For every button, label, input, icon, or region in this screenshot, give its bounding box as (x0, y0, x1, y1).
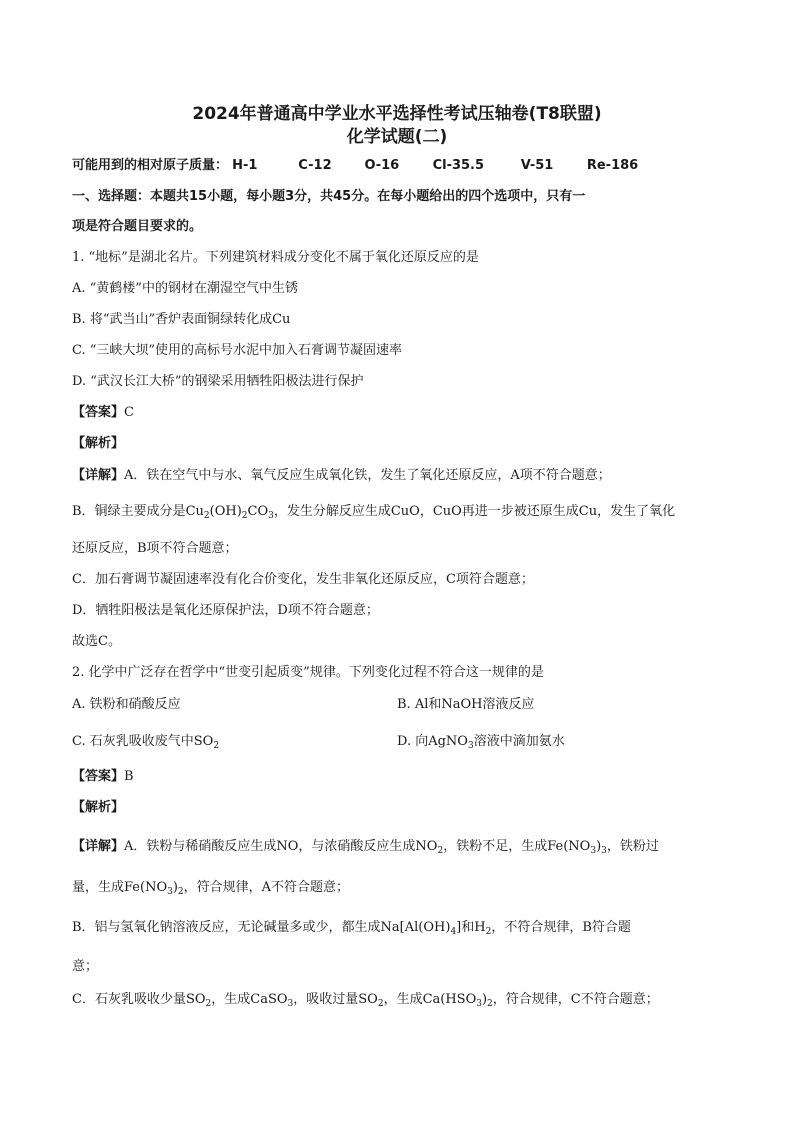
explain-text: ) (481, 992, 488, 1007)
q1-option-d: D. “武汉长江大桥”的钢梁采用牺牲阳极法进行保护 (72, 374, 364, 389)
explain-text: 量，生成Fe(NO (72, 880, 168, 895)
formula-co: CO (247, 504, 269, 519)
q1-option-b: B. 将“武当山”香炉表面铜绿转化成Cu (72, 312, 291, 327)
q2-stem: 2. 化学中广泛存在哲学中“世变引起质变”规律。下列变化过程不符合这一规律的是 (72, 665, 544, 680)
q2-explain-b (72, 916, 631, 937)
explain-text: ，符合规律，A不符合题意； (183, 880, 350, 895)
q1-explain-a (72, 464, 611, 483)
q1-explain-b (72, 500, 675, 521)
formula-subscript: 3 (268, 511, 274, 521)
formula-subscript: 2 (377, 999, 384, 1009)
formula-subscript: 2 (487, 999, 493, 1009)
section-heading: 一、选择题：本题共15小题，每小题3分，共45分。在每小题给出的四个选项中，只有一 (72, 189, 586, 204)
formula-subscript: 2 (203, 511, 210, 521)
explain-text: B．铜绿主要成分是 (72, 504, 186, 519)
explain-text: ) (172, 880, 178, 895)
mass-item: C-12 (298, 158, 332, 173)
mass-item: V-51 (520, 158, 554, 173)
explain-text: ，符合规律，C不符合题意； (492, 992, 659, 1007)
q1-option-a: A. “黄鹤楼”中的钢材在潮湿空气中生锈 (72, 281, 298, 296)
q1-explain-b-cont: 还原反应，B项不符合题意； (72, 541, 238, 556)
section-heading-cont: 项是符合题目要求的。 (72, 219, 203, 234)
explain-text: ]和H (456, 920, 486, 935)
q1-answer (72, 401, 134, 420)
mass-item: O-16 (364, 158, 400, 173)
formula-oh: (OH) (209, 504, 242, 519)
explain-text: A．铁在空气中与水、氧气反应生成氧化铁，发生了氧化还原反应，A项不符合题意； (124, 468, 611, 483)
answer-value: C (124, 405, 134, 420)
atomic-masses (72, 154, 638, 173)
exam-title: 2024年普通高中学业水平选择性考试压轴卷(T8联盟) (192, 104, 602, 124)
answer-label: 【答案】 (72, 769, 125, 784)
q2-explain-a (72, 835, 659, 856)
q2-option-b: B. Al和NaOH溶液反应 (397, 697, 535, 712)
q2-explain-a-cont (72, 876, 349, 897)
option-text: C. 石灰乳吸收废气中SO (72, 734, 214, 749)
mass-item: H-1 (232, 158, 258, 173)
atomic-masses-label: 可能用到的相对原子质量： (72, 158, 229, 173)
q2-option-c (72, 730, 219, 751)
q1-conclusion: 故选C。 (72, 634, 121, 649)
formula-subscript: 3 (601, 846, 607, 856)
answer-label: 【答案】 (72, 405, 125, 420)
explain-text: ，发生分解反应生成CuO，CuO再进一步被还原生成Cu，发生了氧化 (273, 504, 676, 519)
formula-subscript: 3 (167, 887, 173, 897)
exam-subtitle: 化学试题(二) (346, 127, 448, 147)
option-text: 溶液中滴加氨水 (473, 734, 565, 749)
formula-subscript: 4 (450, 927, 457, 937)
q2-explain-b-cont: 意； (72, 959, 99, 974)
formula-subscript: 3 (287, 999, 294, 1009)
q1-option-c: C. “三峡大坝”使用的高标号水泥中加入石膏调节凝固速率 (72, 343, 403, 358)
q1-explain-d: D．牺牲阳极法是氧化还原保护法，D项不符合题意； (72, 603, 379, 618)
mass-item: Re-186 (586, 158, 639, 173)
explain-text: ，生成Ca(HSO (383, 992, 477, 1007)
formula-subscript: 2 (437, 846, 444, 856)
explain-text: A．铁粉与稀硝酸反应生成NO，与浓硝酸反应生成NO (124, 839, 438, 854)
q2-explain-c (72, 988, 659, 1009)
formula-subscript: 2 (205, 999, 212, 1009)
explain-text: C．石灰乳吸收少量SO (72, 992, 206, 1007)
detail-label: 【详解】 (72, 839, 125, 854)
formula-subscript: 2 (177, 887, 184, 897)
explain-text: ，吸收过量SO (293, 992, 378, 1007)
mass-item: Cl-35.5 (432, 158, 485, 173)
option-text: D. 向AgNO (397, 734, 468, 749)
q2-analysis-label: 【解析】 (72, 800, 125, 815)
explain-text: ，不符合规律，B符合题 (491, 920, 631, 935)
q2-answer (72, 765, 134, 784)
formula-subscript: 2 (213, 741, 220, 751)
explain-text: ，生成CaSO (211, 992, 288, 1007)
explain-text: B．铝与氢氧化钠溶液反应，无论碱量多或少，都生成Na[Al(OH) (72, 920, 451, 935)
answer-value: B (124, 769, 134, 784)
formula-cu: Cu (185, 504, 204, 519)
q1-explain-c: C．加石膏调节凝固速率没有化合价变化，发生非氧化还原反应，C项符合题意； (72, 572, 534, 587)
formula-subscript: 2 (485, 927, 492, 937)
q2-option-a: A. 铁粉和硝酸反应 (72, 697, 181, 712)
explain-text: ) (596, 839, 602, 854)
explain-text: ，铁粉不足，生成Fe(NO (443, 839, 591, 854)
formula-subscript: 3 (590, 846, 597, 856)
q1-stem: 1. “地标”是湖北名片。下列建筑材料成分变化不属于氧化还原反应的是 (72, 250, 479, 265)
q1-analysis-label: 【解析】 (72, 436, 125, 451)
q2-option-d (397, 730, 565, 751)
formula-subscript: 3 (467, 741, 474, 751)
explain-text: ，铁粉过 (606, 839, 659, 854)
formula-subscript: 3 (476, 999, 482, 1009)
detail-label: 【详解】 (72, 468, 125, 483)
formula-subscript: 2 (241, 511, 248, 521)
